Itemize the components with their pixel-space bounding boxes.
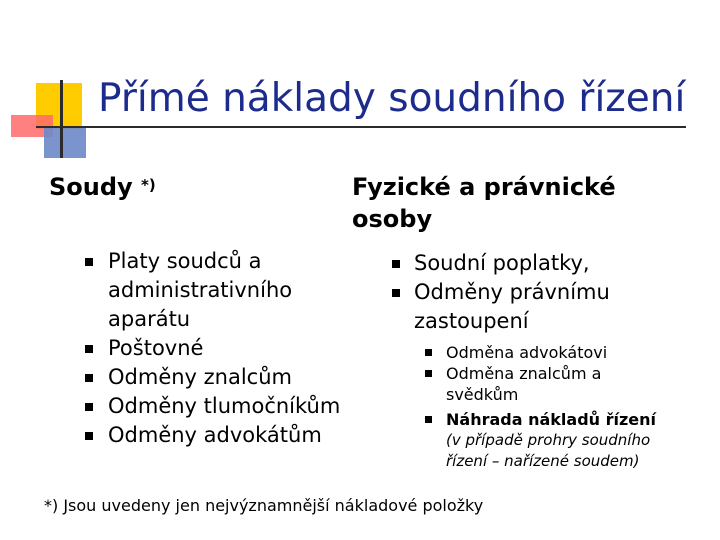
- decor-blue-square: [44, 127, 86, 158]
- sub-list-item-emphasis: Náhrada nákladů řízení: [446, 409, 706, 430]
- slide-title: Přímé náklady soudního řízení: [98, 76, 686, 121]
- list-item: Odměny právnímu zastoupení: [414, 278, 684, 336]
- footnote-mark: *): [141, 176, 156, 194]
- courts-list: [108, 247, 358, 450]
- decor-vertical-line: [60, 80, 63, 158]
- persons-sublist: [446, 342, 706, 472]
- footnote: *) Jsou uvedeny jen nejvýznamnější nákladové položky: [44, 496, 484, 515]
- sub-list-item: Odměna advokátovi: [446, 342, 706, 363]
- list-item: Odměny tlumočníkům: [108, 392, 358, 421]
- persons-heading: Fyzické a právnické osoby: [352, 173, 616, 233]
- courts-heading: [49, 171, 156, 203]
- persons-list: [414, 249, 684, 336]
- list-item: Odměny znalcům: [108, 363, 358, 392]
- list-item: Platy soudců a administrativního aparátu: [108, 247, 358, 334]
- list-item: Odměny advokátům: [108, 421, 358, 450]
- sub-list-note: (v případě prohry soudního řízení – nařízené soudem): [446, 431, 651, 470]
- title-underline: [36, 126, 686, 128]
- sub-list-item: Odměna znalcům a svědkům: [446, 363, 616, 405]
- courts-heading-text: Soudy: [49, 173, 133, 201]
- list-item: Poštovné: [108, 334, 358, 363]
- list-item: Soudní poplatky,: [414, 249, 684, 278]
